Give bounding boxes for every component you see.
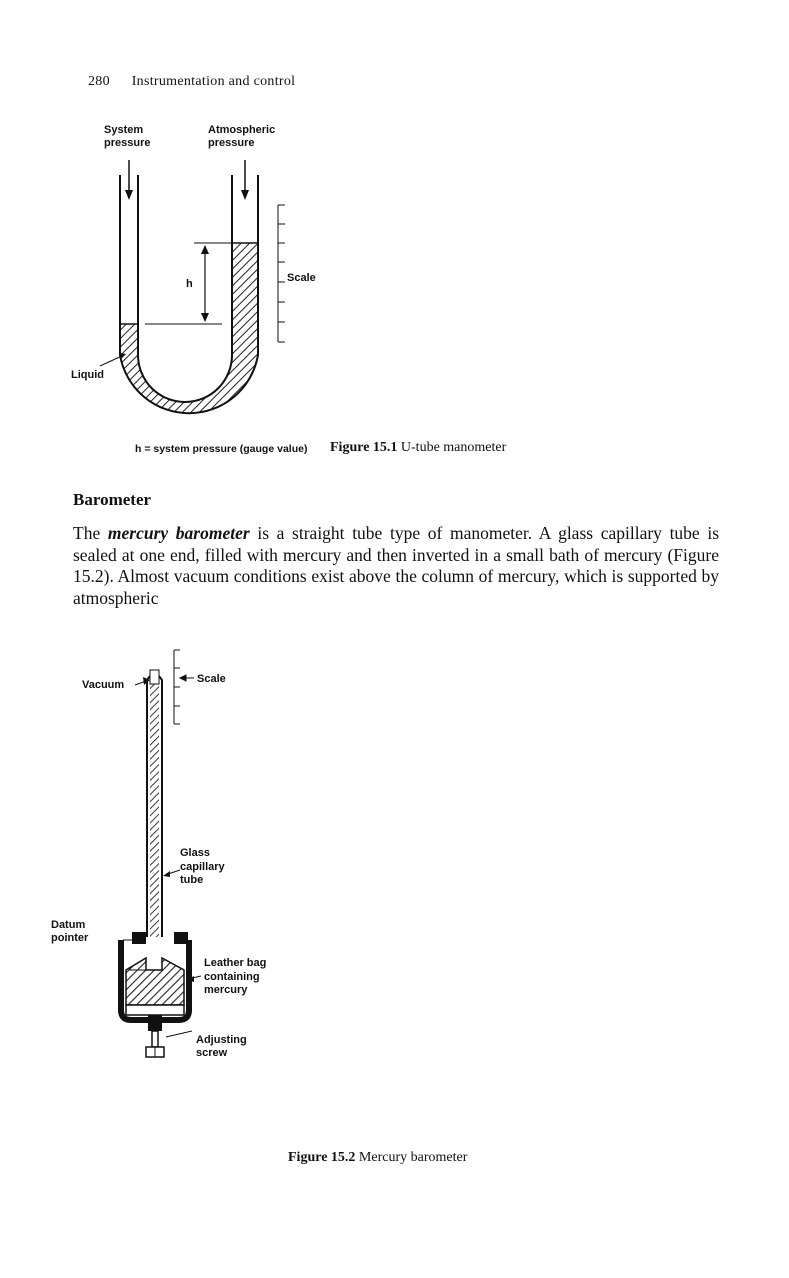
paragraph-intro: The: [73, 523, 101, 543]
figure-15-1-title: U-tube manometer: [400, 440, 507, 455]
label-system-pressure-1: System: [104, 124, 144, 136]
paragraph-term: mercury barometer: [107, 523, 250, 543]
body-paragraph: [73, 523, 719, 609]
label-datum-1: Datum: [51, 919, 86, 931]
figure-15-1-number: Figure 15.1: [330, 440, 398, 455]
label-leather-1: Leather bag: [204, 957, 267, 969]
barometer-scale: [174, 650, 194, 724]
u-tube-inner-wall: [138, 175, 232, 402]
figure-15-1-caption: [330, 440, 506, 456]
page-number: 280: [88, 74, 110, 89]
glass-tube-arrow: [163, 870, 180, 877]
label-adjust-2: screw: [196, 1047, 228, 1059]
label-glass-2: capillary: [180, 861, 225, 873]
label-leather-3: mercury: [204, 984, 248, 996]
paragraph-text: is a straight tube type of manometer. A glass capillary tube is sealed at one end, filled with mercury and then inverted in a small bath of mercury (Figure 15.2). Almost vacuum conditions exist above the column of mercury, which is supported by atmospheric: [73, 523, 720, 608]
figure-15-1-note: h = system pressure (gauge value): [135, 443, 308, 455]
u-tube-liquid: [120, 243, 258, 413]
label-liquid: Liquid: [71, 369, 104, 381]
mercury-reservoir: [121, 932, 189, 1020]
label-datum-2: pointer: [51, 932, 89, 944]
atmospheric-pressure-arrow: [241, 160, 249, 200]
figure-15-2-diagram: [0, 640, 789, 1059]
label-leather-2: containing: [204, 971, 260, 983]
figure-15-2-caption: [288, 1150, 467, 1166]
figure-15-1-diagram: [0, 0, 789, 440]
label-adjust-1: Adjusting: [196, 1034, 247, 1046]
scale-ruler: [278, 205, 285, 342]
system-pressure-arrow: [125, 160, 133, 200]
label-vacuum: Vacuum: [82, 679, 125, 691]
figure-15-2-title: Mercury barometer: [358, 1150, 468, 1165]
figure-15-2-number: Figure 15.2: [288, 1150, 356, 1165]
label-atmospheric-pressure-1: Atmospheric: [208, 124, 276, 136]
label-h: h: [186, 278, 193, 290]
label-system-pressure-2: pressure: [104, 137, 151, 149]
label-scale: Scale: [287, 272, 316, 284]
label-barometer-scale: Scale: [197, 673, 226, 685]
label-glass-3: tube: [180, 874, 204, 886]
label-glass-1: Glass: [180, 847, 210, 859]
section-heading: Barometer: [73, 490, 152, 509]
running-title: Instrumentation and control: [131, 74, 296, 89]
label-atmospheric-pressure-2: pressure: [208, 137, 255, 149]
capillary-tube: [147, 670, 162, 937]
